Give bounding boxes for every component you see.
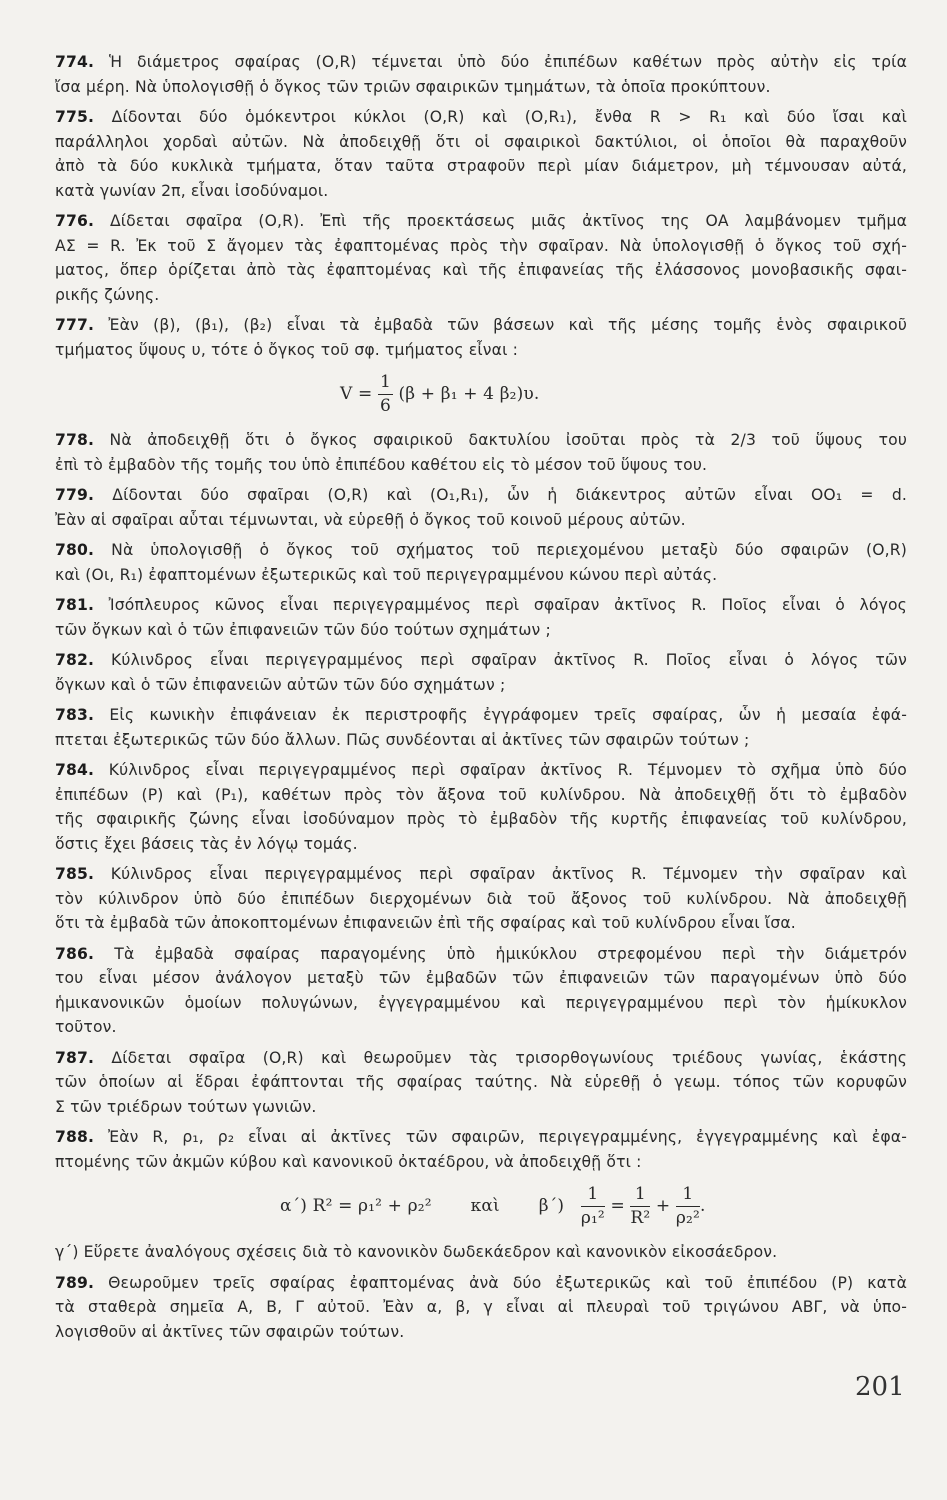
problem-text: Τὰ ἐμβαδὰ σφαίρας παραγομένης ὑπὸ ἡμικύκλου στρεφομένου περὶ τὴν διάμετρόν [114, 944, 907, 963]
fraction-numerator: 1 [378, 374, 393, 395]
formula-rhs: (β + β₁ + 4 β₂)υ. [398, 384, 540, 404]
problem-783 [55, 703, 907, 752]
formula-788 [55, 1180, 907, 1236]
problem-text: Δίδονται δύο σφαῖραι (Ο,R) καὶ (Ο₁,R₁), ὧν ἡ διάκεντρος αὐτῶν εἶναι ΟΟ₁ = d. [112, 486, 907, 504]
problem-number: 787. [55, 1048, 95, 1067]
problem-number: 777. [55, 316, 95, 334]
problem-786 [55, 942, 907, 1040]
problem-text: καὶ (Οι, R₁) ἐφαπτομένων ἐξωτερικῶς καὶ τοῦ περιγεγραμμένου κώνου περὶ αὐτάς. [55, 565, 718, 584]
problem-788 [55, 1125, 907, 1174]
problem-number: 786. [55, 944, 95, 963]
problem-text: ὅτι τὰ ἐμβαδὰ τῶν ἀποκοπτομένων ἐπιφανειῶν ἐπὶ τῆς σφαίρας καὶ τοῦ κυλίνδρου εἶναι ἴσα. [55, 914, 796, 932]
problem-778 [55, 428, 907, 477]
problem-text: πτεται ἐξωτερικῶς τῶν δύο ἄλλων. Πῶς συνδέονται αἱ ἀκτῖνες τῶν σφαιρῶν τούτων ; [55, 730, 750, 749]
conjunction: καὶ [470, 1196, 500, 1216]
problem-text: ματος, ὅπερ ὁρίζεται ἀπὸ τὰς ἐφαπτομένας καὶ τῆς ἐπιφανείας τῆς ἐλάσσονος μονοβασικῆς σφαι- [55, 261, 907, 279]
fraction [378, 374, 393, 415]
part-a-equation: R² = ρ₁² + ρ₂² [312, 1196, 432, 1216]
problem-text: παράλληλοι χορδαὶ αὐτῶν. Νὰ ἀποδειχθῇ ὅτι οἱ σφαιρικοὶ δακτύλιοι, οἱ ὁποῖοι θὰ παραχθοῦν [55, 132, 907, 151]
problem-781 [55, 593, 907, 642]
problem-774 [55, 50, 907, 99]
problem-text: κατὰ γωνίαν 2π, εἶναι ἰσοδύναμοι. [55, 181, 329, 200]
problem-text: Σ τῶν τριέδρων τούτων γωνιῶν. [55, 1097, 317, 1116]
problem-text: ὅστις ἔχει βάσεις τὰς ἐν λόγῳ τομάς. [55, 834, 358, 853]
problem-number: 778. [55, 431, 95, 449]
problem-number: 779. [55, 486, 95, 504]
problem-number: 788. [55, 1128, 95, 1146]
problem-text: Δίδεται σφαῖρα (Ο,R) καὶ θεωροῦμεν τὰς τρισορθογωνίους τριέδους γωνίας, ἑκάστης [111, 1048, 908, 1067]
formula-777 [55, 368, 907, 424]
problem-text: Ἐὰν R, ρ₁, ρ₂ εἶναι αἱ ἀκτῖνες τῶν σφαιρῶν, περιγεγραμμένης, ἐγγεγραμμένης καὶ ἐφα- [107, 1128, 907, 1146]
formula-end: . [699, 1196, 706, 1216]
problem-text: τὰ σταθερὰ σημεῖα Α, Β, Γ αὐτοῦ. Ἐὰν α, β, γ εἶναι αἱ πλευραὶ τοῦ τριγώνου ΑΒΓ, νὰ ὑπο- [55, 1298, 907, 1316]
fraction [630, 1186, 650, 1227]
problem-784 [55, 758, 907, 856]
fraction [676, 1186, 700, 1227]
problem-list [55, 50, 907, 1350]
problem-788-part-c [55, 1240, 907, 1265]
fraction-numerator: 1 [676, 1186, 700, 1207]
problem-785 [55, 862, 907, 936]
problem-775 [55, 105, 907, 203]
formula-lhs: V = [340, 384, 373, 404]
problem-number: 775. [55, 108, 95, 126]
problem-number: 785. [55, 865, 95, 883]
problem-text: τῆς σφαιρικῆς ζώνης εἶναι ἰσοδύναμον πρὸς τὸ ἐμβαδὸν τῆς κυρτῆς ἐπιφανείας τοῦ κυλίνδρου, [55, 810, 907, 828]
problem-776 [55, 209, 907, 307]
problem-text: Νὰ ἀποδειχθῇ ὅτι ὁ ὄγκος σφαιρικοῦ δακτυλίου ἰσοῦται πρὸς τὰ 2/3 τοῦ ὕψους του [109, 431, 907, 449]
problem-text: ρικῆς ζώνης. [55, 285, 160, 304]
problem-text: Ἡ διάμετρος σφαίρας (Ο,R) τέμνεται ὑπὸ δύο ἐπιπέδων καθέτων πρὸς αὐτὴν εἰς τρία [108, 53, 908, 71]
problem-text: Κύλινδρος εἶναι περιγεγραμμένος περὶ σφαῖραν ἀκτῖνος R. Ποῖος εἶναι ὁ λόγος τῶν [111, 651, 908, 669]
problem-number: 776. [55, 212, 95, 230]
problem-text: Δίδεται σφαῖρα (Ο,R). Ἐπὶ τῆς προεκτάσεως μιᾶς ἀκτῖνος της ΟΑ λαμβάνομεν τμῆμα [109, 212, 907, 230]
problem-number: 789. [55, 1273, 95, 1292]
problem-text: Κύλινδρος εἶναι περιγεγραμμένος περὶ σφαῖραν ἀκτῖνος R. Τέμνομεν τὸ σχῆμα ὑπὸ δύο [108, 761, 907, 779]
fraction [581, 1186, 605, 1227]
problem-text: Ἐὰν αἱ σφαῖραι αὗται τέμνωνται, νὰ εὑρεθῇ ὁ ὄγκος τοῦ κοινοῦ μέρους αὐτῶν. [55, 510, 686, 529]
problem-777 [55, 313, 907, 362]
problem-text: τμήματος ὕψους υ, τότε ὁ ὄγκος τοῦ σφ. τμήματος εἶναι : [55, 340, 519, 359]
problem-text: ΑΣ = R. Ἐκ τοῦ Σ ἄγομεν τὰς ἐφαπτομένας πρὸς τὴν σφαῖραν. Νὰ ὑπολογισθῇ ὁ ὄγκος τοῦ σχή- [55, 236, 907, 255]
problem-text: ὄγκων καὶ ὁ τῶν ἐπιφανειῶν αὐτῶν τῶν δύο σχημάτων ; [55, 675, 506, 694]
problem-text: Δίδονται δύο ὁμόκεντροι κύκλοι (Ο,R) καὶ (Ο,R₁), ἔνθα R > R₁ καὶ δύο ἴσαι καὶ [111, 108, 907, 126]
fraction-denominator: 6 [379, 396, 391, 416]
fraction-numerator: 1 [630, 1186, 650, 1207]
problem-text: ἡμικανονικῶν ὁμοίων πολυγώνων, ἐγγεγραμμένου καὶ περιγεγραμμένου περὶ τὸν ἡμίκυκλον [55, 993, 907, 1012]
problem-text: Νὰ ὑπολογισθῇ ὁ ὄγκος τοῦ σχήματος τοῦ περιεχομένου μεταξὺ δύο σφαιρῶν (Ο,R) [111, 541, 908, 559]
fraction-denominator: R² [630, 1208, 651, 1228]
problem-text: ἴσα μέρη. Νὰ ὑπολογισθῇ ὁ ὄγκος τῶν τριῶν σφαιρικῶν τμημάτων, τὰ ὁποῖα προκύπτουν. [55, 77, 771, 96]
problem-787 [55, 1046, 907, 1120]
problem-text: Ἰσόπλευρος κῶνος εἶναι περιγεγραμμένος περὶ σφαῖραν ἀκτῖνος R. Ποῖος εἶναι ὁ λόγος [108, 596, 907, 614]
problem-text: τῶν ὄγκων καὶ ὁ τῶν ἐπιφανειῶν τῶν δύο τούτων σχημάτων ; [55, 620, 551, 639]
fraction-numerator: 1 [581, 1186, 605, 1207]
problem-782 [55, 648, 907, 697]
problem-number: 774. [55, 53, 95, 71]
problem-text: γ΄) Εὕρετε ἀναλόγους σχέσεις διὰ τὸ κανονικὸν δωδεκάεδρον καὶ κανονικὸν εἰκοσάεδρον. [55, 1243, 778, 1261]
problem-text: του εἶναι μέσον ἀνάλογον μεταξὺ τῶν ἐμβαδῶν τῶν ἐπιφανειῶν τῶν παραγομένων ὑπὸ δύο [55, 969, 907, 987]
problem-number: 783. [55, 706, 95, 724]
problem-779 [55, 483, 907, 532]
fraction-denominator: ρ₁² [580, 1208, 605, 1228]
problem-789 [55, 1271, 907, 1345]
problem-text: Εἰς κωνικὴν ἐπιφάνειαν ἐκ περιστροφῆς ἐγγράφομεν τρεῖς σφαίρας, ὧν ἡ μεσαία ἐφά- [109, 706, 907, 724]
problem-780 [55, 538, 907, 587]
problem-number: 780. [55, 541, 95, 559]
problem-text: ἀπὸ τὰ δύο κυκλικὰ τμήματα, ὅταν ταῦτα στραφοῦν περὶ μίαν διάμετρον, μὴ τέμνουσαν αὐτά, [55, 157, 907, 175]
problem-number: 782. [55, 651, 95, 669]
problem-number: 784. [55, 761, 95, 779]
problem-text: λογισθοῦν αἱ ἀκτῖνες τῶν σφαιρῶν τούτων. [55, 1322, 405, 1341]
problem-text: Κύλινδρος εἶναι περιγεγραμμένος περὶ σφαῖραν ἀκτῖνος R. Τέμνομεν τὴν σφαῖραν καὶ [110, 865, 907, 883]
page-number: 201 [855, 1372, 905, 1402]
plus-sign: + [655, 1196, 671, 1216]
problem-text: Θεωροῦμεν τρεῖς σφαίρας ἐφαπτομένας ἀνὰ δύο ἐξωτερικῶς καὶ τοῦ ἐπιπέδου (Ρ) κατὰ [108, 1273, 907, 1292]
problem-text: πτομένης τῶν ἀκμῶν κύβου καὶ κανονικοῦ ὀκταέδρου, νὰ ἀποδειχθῇ ὅτι : [55, 1152, 642, 1171]
problem-text: τὸν κύλινδρον ὑπὸ δύο ἐπιπέδων διερχομένων διὰ τοῦ ἄξονος τοῦ κυλίνδρου. Νὰ ἀποδειχθῇ [55, 889, 907, 908]
equals-sign: = [610, 1196, 625, 1216]
problem-text: Ἐὰν (β), (β₁), (β₂) εἶναι τὰ ἐμβαδὰ τῶν βάσεων καὶ τῆς μέσης τομῆς ἑνὸς σφαιρικοῦ [108, 316, 907, 334]
problem-text: ἐπιπέδων (Ρ) καὶ (Ρ₁), καθέτων πρὸς τὸν ἄξονα τοῦ κυλίνδρου. Νὰ ἀποδειχθῇ ὅτι τὸ ἐμβαδὸν [55, 785, 907, 804]
part-a-label: α΄) [280, 1196, 308, 1216]
fraction-denominator: ρ₂² [675, 1208, 700, 1228]
part-b-label: β΄) [538, 1196, 565, 1216]
problem-text: τοῦτον. [55, 1018, 117, 1036]
problem-number: 781. [55, 596, 95, 614]
problem-text: τῶν ὁποίων αἱ ἕδραι ἐφάπτονται τῆς σφαίρας ταύτης. Νὰ εὑρεθῇ ὁ γεωμ. τόπος τῶν κορυφῶν [55, 1073, 907, 1091]
problem-text: ἐπὶ τὸ ἐμβαδὸν τῆς τομῆς του ὑπὸ ἐπιπέδου καθέτου εἰς τὸ μέσον τοῦ ὕψους του. [55, 455, 708, 474]
